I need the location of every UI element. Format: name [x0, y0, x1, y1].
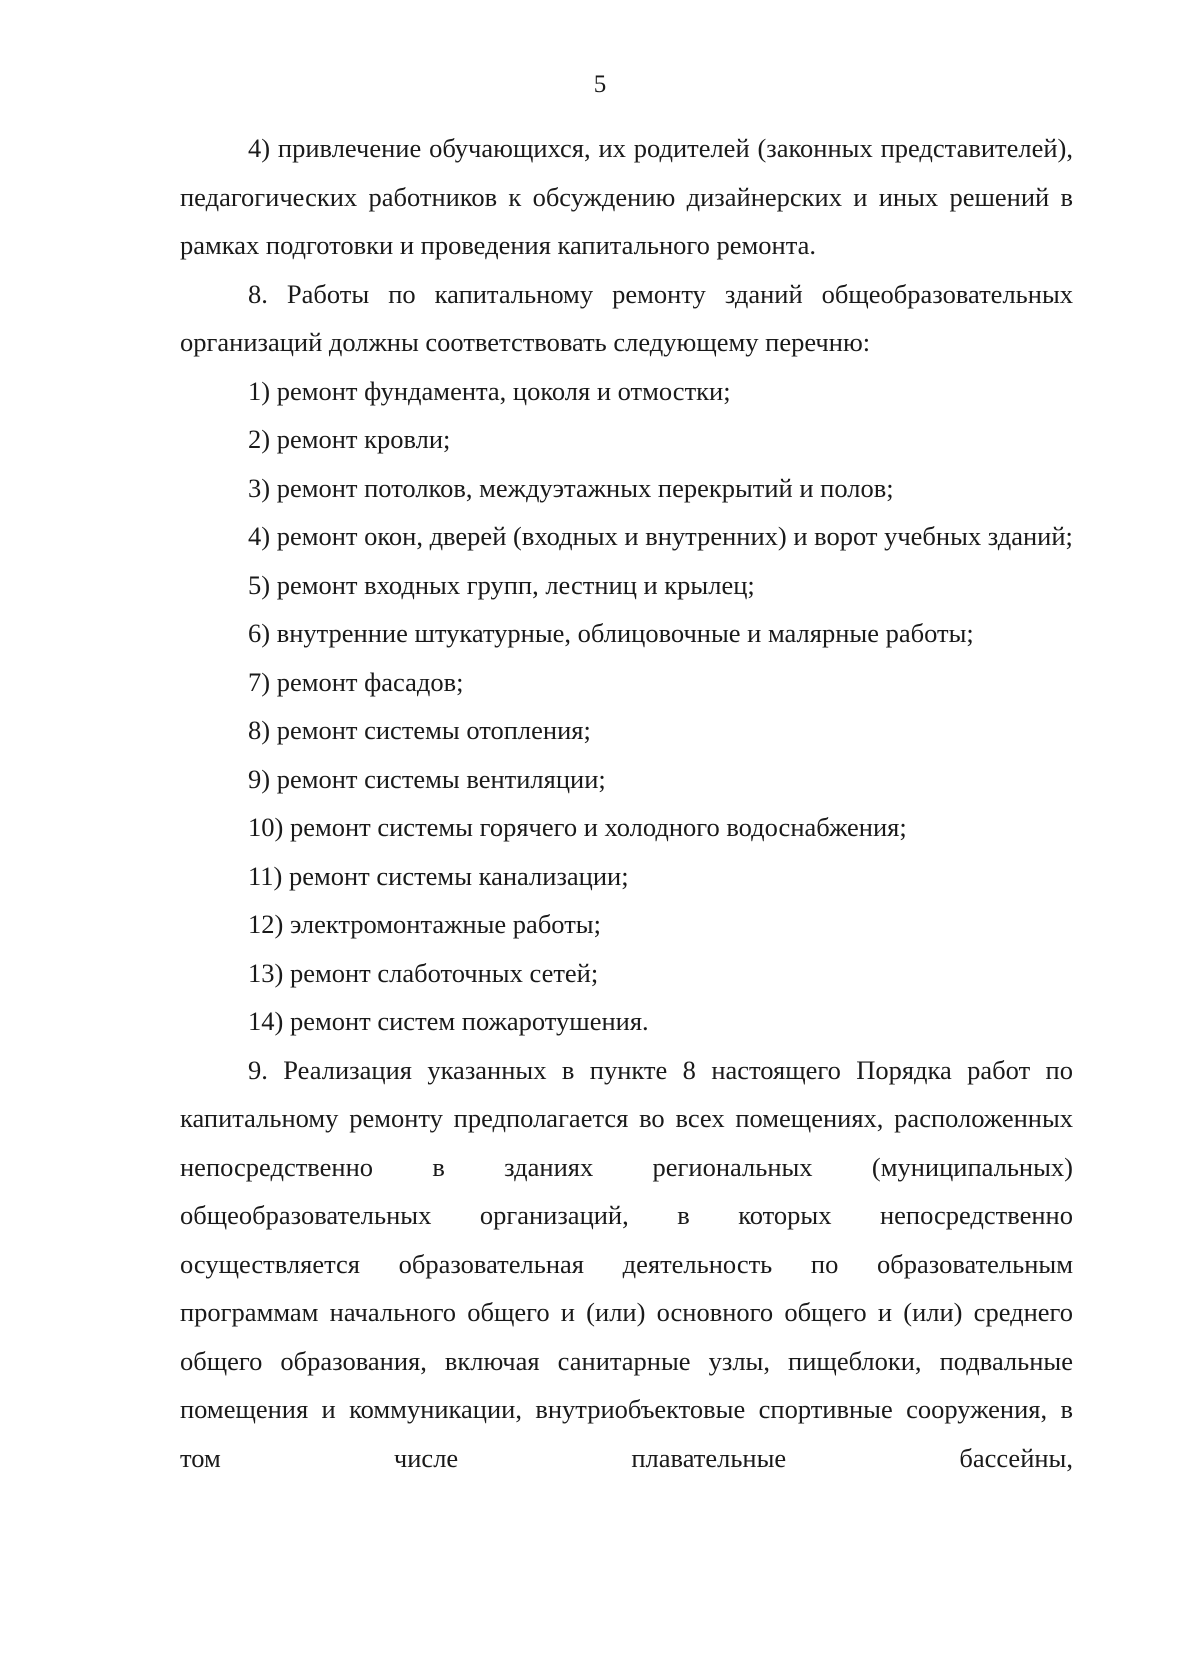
- list-item: 2) ремонт кровли;: [248, 424, 451, 454]
- paragraph-9: 9. Реализация указанных в пункте 8 настоящего Порядка работ по капитальному ремонту предполагается во всех помещениях, расположенных непосредственно в зданиях региональных (муниципальных) общеобразовательных организаций, в которых непосредственно осуществляется образовательная деятельность по образовательным программам начального общего и (или) основного общего и (или) среднего общего образования, включая санитарные узлы, пищеблоки, подвальные помещения и коммуникации, внутриобъектовые спортивные сооружения, в том числе плавательные бассейны,: [180, 1054, 1073, 1473]
- list-item: 11) ремонт системы канализации;: [248, 860, 629, 891]
- list-item: 8) ремонт системы отопления;: [248, 715, 591, 745]
- list-item: 5) ремонт входных групп, лестниц и крылец;: [248, 569, 755, 600]
- list-item: 6) внутренние штукатурные, облицовочные и малярные работы;: [248, 618, 974, 648]
- page-number: 5: [593, 71, 607, 98]
- list-item: 10) ремонт системы горячего и холодного водоснабжения;: [248, 812, 907, 842]
- list-item: 14) ремонт систем пожаротушения.: [248, 1006, 649, 1036]
- list-item: 12) электромонтажные работы;: [248, 909, 601, 939]
- list-item: 4) ремонт окон, дверей (входных и внутренних) и ворот учебных зданий;: [248, 521, 1073, 551]
- list-item: 3) ремонт потолков, междуэтажных перекрытий и полов;: [248, 472, 894, 503]
- list-item: 7) ремонт фасадов;: [248, 666, 464, 697]
- paragraph-8-intro: 8. Работы по капитальному ремонту зданий общеобразовательных организаций должны соответствовать следующему перечню:: [180, 278, 1073, 357]
- list-item: 13) ремонт слаботочных сетей;: [248, 957, 599, 988]
- list-item: 1) ремонт фундамента, цоколя и отмостки;: [248, 375, 731, 406]
- paragraph-item-4: 4) привлечение обучающихся, их родителей (законных представителей), педагогических работников к обсуждению дизайнерских и иных решений в рамках подготовки и проведения капитального ремонта.: [180, 133, 1073, 260]
- document-body: [180, 124, 1073, 1482]
- list-item: 9) ремонт системы вентиляции;: [248, 763, 606, 794]
